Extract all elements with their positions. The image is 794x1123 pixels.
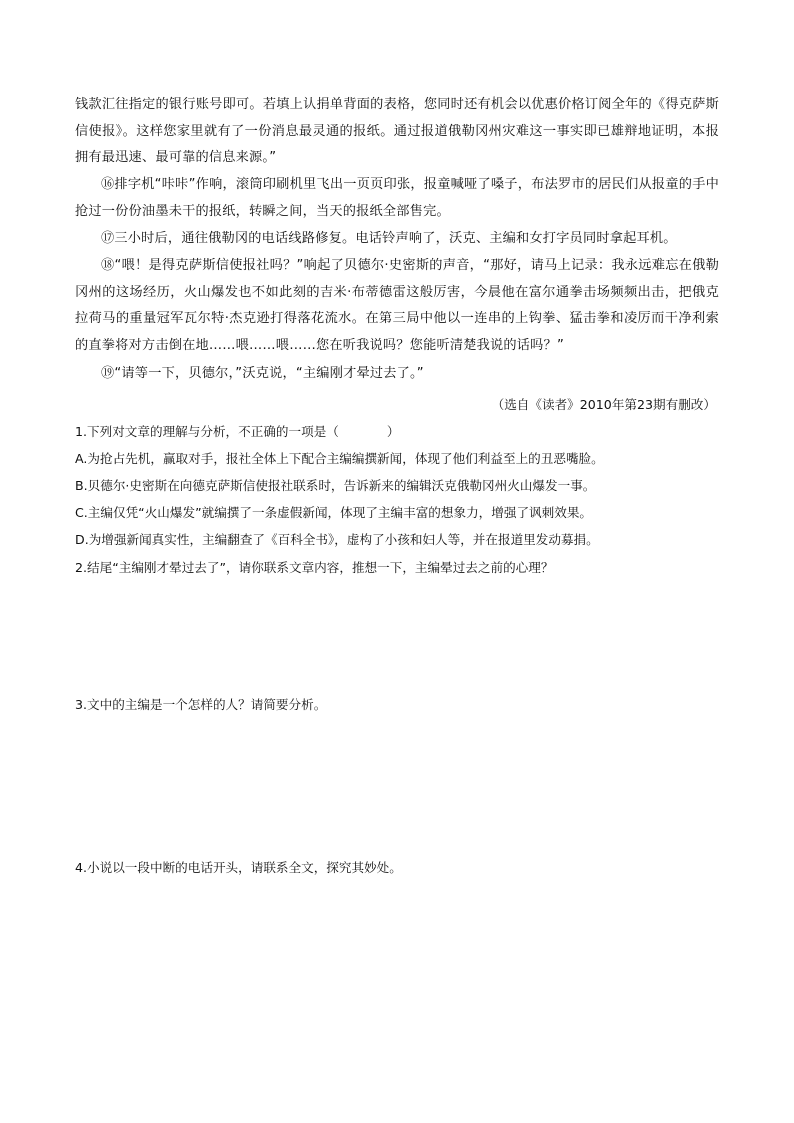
- passage-paragraph-18: ⑱“喂！是得克萨斯信使报社吗？”响起了贝德尔·史密斯的声音，“那好，请马上记录：我永远难忘在俄勒冈州的这场经历，火山爆发也不如此刻的吉米·布蒂德雷这般厉害，今晨他在富尔通拳击场频频出击，把俄克拉荷马的重量冠军瓦尔特·杰克逊打得落花流水。在第三局中他以一连串的上钩拳、猛击拳和凌厉而干净利索的直拳将对方击倒在地……喂……喂……您在听我说吗？您能听清楚我说的话吗？”: [75, 258, 719, 353]
- passage-paragraph-17: ⑰三小时后，通往俄勒冈的电话线路修复。电话铃声响了，沃克、主编和女打字员同时拿起耳机。: [101, 231, 677, 246]
- question-3: 3.文中的主编是一个怎样的人？请简要分析。: [75, 697, 327, 712]
- question-1-option-d: D.为增强新闻真实性，主编翻查了《百科全书》，虚构了小孩和妇人等，并在报道里发动募捐。: [75, 532, 599, 547]
- answer-space-2: [75, 590, 719, 591]
- question-1-stem-close: ）: [386, 424, 400, 439]
- source-citation: （选自《读者》2010年第23期有删改）: [491, 397, 716, 412]
- answer-space-3: [75, 730, 719, 731]
- answer-space-4: [75, 890, 719, 891]
- question-1-option-c: C.主编仅凭“火山爆发”就编撰了一条虚假新闻，体现了主编丰富的想象力，增强了讽刺效果。: [75, 505, 593, 520]
- question-1-stem: [75, 421, 725, 443]
- question-4: 4.小说以一段中断的电话开头，请联系全文，探究其妙处。: [75, 860, 402, 875]
- question-1-stem-text: 1.下列对文章的理解与分析，不正确的一项是（: [75, 424, 339, 439]
- passage-paragraph-16: ⑯排字机“咔咔”作响，滚筒印刷机里飞出一页页印张，报童喊哑了嗓子，布法罗市的居民们从报童的手中抢过一份份油墨未干的报纸，转瞬之间，当天的报纸全部售完。: [75, 177, 719, 219]
- passage-paragraph-continued: 钱款汇往指定的银行账号即可。若填上认捐单背面的表格，您同时还有机会以优惠价格订阅全年的《得克萨斯信使报》。这样您家里就有了一份消息最灵通的报纸。通过报道俄勒冈州灾难这一事实即已雄辩地证明，本报拥有最迅速、最可靠的信息来源。”: [75, 97, 719, 165]
- question-1-option-b: B.贝德尔·史密斯在向德克萨斯信使报社联系时，告诉新来的编辑沃克俄勒冈州火山爆发一事。: [75, 478, 596, 493]
- passage-paragraph-19: ⑲“请等一下，贝德尔，”沃克说，“主编刚才晕过去了。”: [101, 366, 424, 381]
- question-2: 2.结尾“主编刚才晕过去了”，请你联系文章内容，推想一下，主编晕过去之前的心理？: [75, 560, 554, 575]
- question-1-option-a: A.为抢占先机，赢取对手，报社全体上下配合主编编撰新闻，体现了他们利益至上的丑恶嘴脸。: [75, 451, 604, 466]
